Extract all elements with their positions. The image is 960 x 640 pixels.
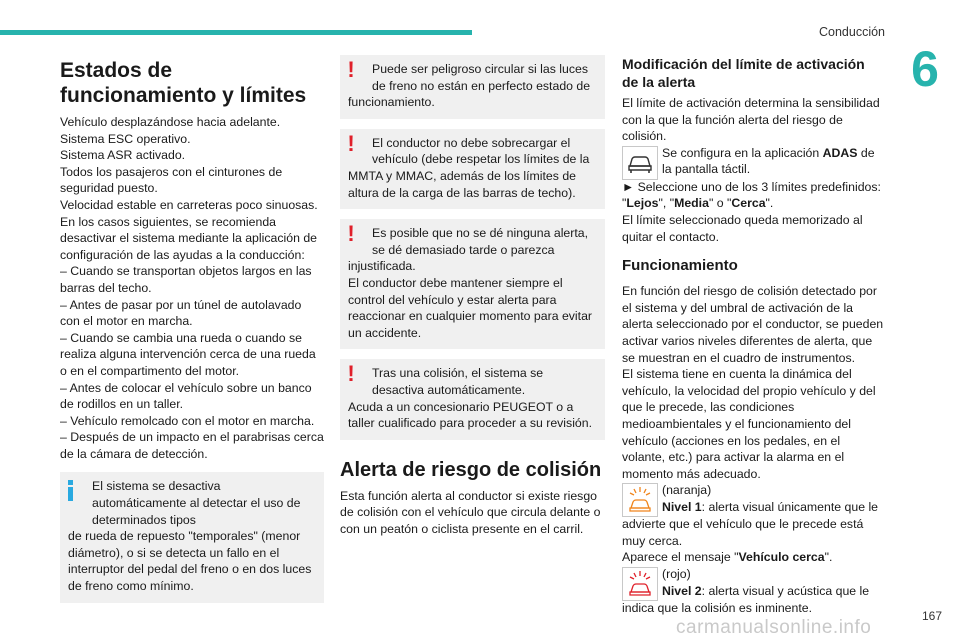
warning-text-rest: injustificada. El conductor debe mantener siempre el control del vehículo y estar alerta para reaccionar en cualquier momento para evitar un accidente. <box>348 259 593 340</box>
memo-text: El límite seleccionado queda memorizado al quitar el contacto. <box>622 212 863 244</box>
car-outline-icon <box>622 146 658 180</box>
info-box <box>60 472 324 602</box>
warning-text-first: El conductor no debe sobrecargar el vehículo (debe respetar los límites de la <box>372 135 590 167</box>
warning-box <box>340 359 605 439</box>
text-line: – Cuando se cambia una rueda o cuando se realiza alguna intervención cerca de una rueda o en el compartimento del motor. <box>60 330 316 378</box>
info-icon <box>63 480 79 500</box>
warning-text-first: Tras una colisión, el sistema se desactiva automáticamente. <box>372 366 544 397</box>
function-title: Funcionamiento <box>622 257 738 275</box>
text-line: – Vehículo remolcado con el motor en marcha. <box>60 413 315 428</box>
collision-alert-red-icon <box>622 567 658 601</box>
text-line: Vehículo desplazándose hacia adelante. <box>60 115 281 129</box>
modification-text: El límite de activación determina la sensibilidad con la que la función alerta del riesgo de colisión. <box>622 96 880 144</box>
column-left <box>60 55 324 603</box>
select-instruction: ► Seleccione uno de los 3 límites predefinidos: <box>622 179 881 194</box>
text-line: – Antes de colocar el vehículo sobre un banco de rodillos en un taller. <box>60 380 312 412</box>
warning-box <box>340 219 605 349</box>
limit-options: "Lejos", "Media" o "Cerca". <box>622 196 774 211</box>
chapter-number: 6 <box>911 41 939 97</box>
level2-color: (rojo) <box>662 567 691 582</box>
alert-description: Esta función alerta al conductor si existe riesgo de colisión con el vehículo que circula delante o con un peatón o ciclista presente en el carril. <box>340 488 601 536</box>
text-line: Sistema ASR activado. <box>60 148 186 163</box>
level2-text-rest: indica que la colisión es inminente. <box>622 601 813 616</box>
warning-text-rest: funcionamiento. <box>348 95 435 110</box>
section-title: Estados de funcionamiento y límites <box>60 59 307 107</box>
warning-box <box>340 129 605 209</box>
warning-text-rest: MMTA y MMAC, además de los límites de altura de la carga de las barras de techo). <box>348 168 577 200</box>
function-text: En función del riesgo de colisión detectado por el sistema y del umbral de activación de la alerta seleccionado por el conductor, se pueden activar varios niveles diferentes de alerta, que se muestran en el cuadro de instrumentos. El sistema tiene en cuenta la dinámica del vehículo, la velocidad del propio vehículo y del que le precede, las condiciones medioambientales y el funcionamiento del vehículo (acciones en los pedales, en el volante, etc.) para activar la alarma en el momento más adecuado. <box>622 284 884 481</box>
limit-far: Lejos <box>626 196 659 211</box>
limit-near: Cerca <box>731 196 766 211</box>
level2-row <box>622 566 884 600</box>
level2-label: Nivel 2 <box>662 583 702 598</box>
info-text-rest: de rueda de repuesto "temporales" (menor diámetro), o si se detecta un fallo en el interruptor del pedal del freno o en dos luces de freno como mínimo. <box>68 529 312 594</box>
warning-icon: ! <box>347 361 355 387</box>
text-line: – Cuando se transportan objetos largos en las barras del techo. <box>60 264 312 295</box>
level1-row <box>622 482 884 516</box>
level2-text: : alerta visual y acústica que le <box>701 583 870 598</box>
warning-text-first: Puede ser peligroso circular si las luces de freno no están en perfecto estado de <box>372 62 591 93</box>
collision-alert-orange-icon <box>622 483 658 517</box>
text-line: Velocidad estable en carreteras poco sinuosas. <box>60 197 318 212</box>
level1-color: (naranja) <box>662 483 712 498</box>
text-line: – Antes de pasar por un túnel de autolavado con el motor en marcha. <box>60 297 302 329</box>
modification-title: Modificación del límite de activación de la alerta <box>622 56 865 90</box>
column-middle <box>340 55 605 537</box>
adas-text-pre: Se configura en la aplicación <box>662 145 823 160</box>
adas-app-name: ADAS <box>822 145 858 160</box>
alert-section-title: Alerta de riesgo de colisión <box>340 458 602 481</box>
warning-box <box>340 55 605 119</box>
level1-text: : alerta visual únicamente que le <box>701 499 879 514</box>
warning-icon: ! <box>347 57 355 82</box>
adas-text-post: de la pantalla táctil. <box>662 145 875 177</box>
text-line: En los casos siguientes, se recomienda desactivar el sistema mediante la aplicación de configuración de las ayudas a la conducción: <box>60 214 318 262</box>
column-right: Modificación del límite de activación de la alerta El límite de activación determina la sensibilidad con la que la función alerta del riesgo de colisión. Se configura en la aplicación ADAS de la pantalla táctil. ► Seleccione uno de los 3 límites predefinidos: "Lejos", "Media" o "Cerca". El límite seleccionado queda memorizado al quitar el contacto. Funcionamiento En función del riesgo de colisión detectado por el sistema y del umbral de activación de la alerta seleccionado por el conductor, se pueden activar varios niveles diferentes de alerta, que se muestran en el cuadro de instrumentos. El sistema tiene en cuenta la dinámica del vehículo, la velocidad del propio vehículo y del que le precede, las condiciones medioambientales y el funcionamiento del vehículo (acciones en los pedales, en el volante, etc.) para activar la alarma en el momento más adecuado. (naranja) Nivel 1: alerta visual únicamente que le advierte que el vehículo que le precede está muy cerca. Aparece el mensaje "Vehículo cerca". (rojo) Nivel 2: alerta visual y acústica que le indica que la colisión es inminente. <box>622 56 884 616</box>
watermark: carmanualsonline.info <box>676 617 872 638</box>
message-vehicle-near: Vehículo cerca <box>738 550 825 565</box>
warning-icon: ! <box>347 130 355 156</box>
header-accent-bar <box>0 30 472 35</box>
conditions-list <box>60 114 324 462</box>
limit-medium: Media <box>674 196 709 211</box>
page-number: 167 <box>921 609 942 623</box>
text-line: – Después de un impacto en el parabrisas cerca de la cámara de detección. <box>60 430 324 461</box>
warning-text-first: Es posible que no se dé ninguna alerta, se dé demasiado tarde o parezca <box>372 226 589 257</box>
text-line: Todos los pasajeros con el cinturones de seguridad puesto. <box>60 164 283 196</box>
adas-setting-row <box>622 145 884 179</box>
info-text-first: El sistema se desactiva automáticamente al detectar el uso de determinados tipos <box>92 479 301 527</box>
section-name: Conducción <box>818 25 885 39</box>
warning-text-rest: Acuda a un concesionario PEUGEOT o a taller cualificado para proceder a su revisión. <box>348 399 593 431</box>
warning-icon: ! <box>347 221 355 247</box>
text-line: Sistema ESC operativo. <box>60 131 191 146</box>
level1-text-rest: advierte que el vehículo que le precede está muy cerca. <box>622 517 864 548</box>
level1-label: Nivel 1 <box>662 499 702 514</box>
